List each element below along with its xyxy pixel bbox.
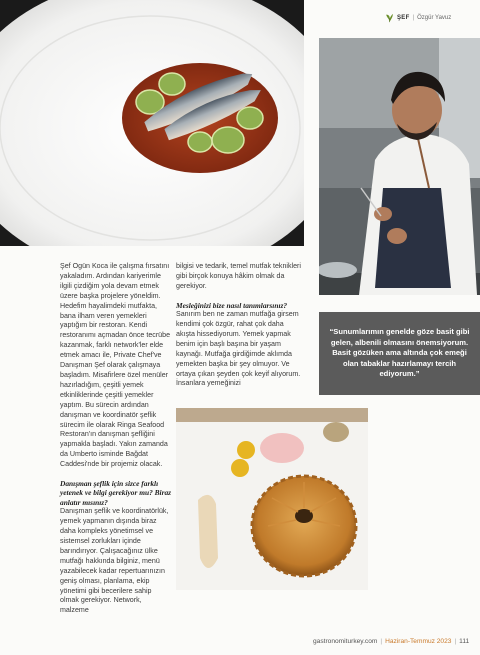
interview-question: Mesleğinizi bize nasıl tanımlarsınız? [176,300,288,310]
body-column-2 [176,262,303,389]
footer-separator: | [380,638,383,645]
pull-quote-text: “Sunumlarımın genelde göze basit gibi gelen, albenili olmasını önemsiyorum. Basit gözüken ama altında çok emeği olan tabaklar hazırlamayı tercih ediyorum.” [329,327,470,379]
header-separator: | [412,15,415,21]
dish-photo [0,0,304,246]
issue-label: Haziran-Temmuz 2023 [385,638,452,645]
website-label: gastronomiturkey.com [313,638,378,645]
pull-quote [319,312,480,395]
body-paragraph: Danışman şeflik ve koordinatörlük, yemek yapmanın dışında biraz daha kompleks yönetimsel ve sistemsel zorlukları içinde barındırıyor. Çalışacağınız ülke mutfağı hakkında bilginiz, menü yazabilecek kadar repertuarınızın geniş olması, planlama, ekip yönetimi gibi becerilere sahip olmak gerekiyor. Network, malzeme [60,507,169,615]
leaf-icon [385,13,394,23]
interview-question: Danışman şeflik için sizce farklı yetenek ve bilgi gerekiyor mu? Biraz anlatır mısınız? [60,479,172,507]
footer-separator: | [454,638,457,645]
pie-plate-photo [176,408,368,590]
section-header [385,13,451,23]
body-paragraph: Şef Ogün Koca ile çalışma fırsatını yakaladım. Ardından kariyerimle ilgili çizdiğim yola devam etmek üzere başka projelere yöneldim. Hedefim hayalimdeki mutfakta, bana ilham veren yemekleri yaptığım bir restoran. Kendi restoranımı açmadan önce tecrübe kazanmak, farklı network'ler elde etmek amacı ile, Private Chef've Danışman Şef olarak çalışmaya başladım. Misafirlere özel menüler hazırladığım, çeşitli yemek etkinliklerinde çeşitli yemekler yaptım. Bu sürecin ardından danışman ve koordinatör şeflik sürecim ile olarak Ringa Seafood Restoran'ın danışman şefliğini yapmakla başladı. Yakın zamanda da Umberto isminde Bağdat Caddesi'nde bir projemiz olacak. [60,262,171,469]
page-footer [313,638,469,645]
body-column-1 [60,262,172,616]
section-label: ŞEF [397,15,410,21]
body-paragraph: Sanırım ben ne zaman mutfağa girsem kendimi çok özgür, rahat çok daha akışta hissediyorum. Yemek yapmak benim için başlı başına bir yaşam kaynağı. Mutfağa girdiğimde aklımda yemekten başka bir şey olmuyor. Ve ortaya çıkan şeyden çok keyif alıyorum. İnsanlara yemeğinizi [176,310,301,388]
body-paragraph: bilgisi ve tedarik, temel mutfak teknikleri gibi birçok konuya hâkim olmak da gerekiyor. [176,262,301,290]
chef-photo [319,38,480,295]
author-name: Özgür Yavuz [417,15,452,21]
page-number: 111 [459,638,470,645]
